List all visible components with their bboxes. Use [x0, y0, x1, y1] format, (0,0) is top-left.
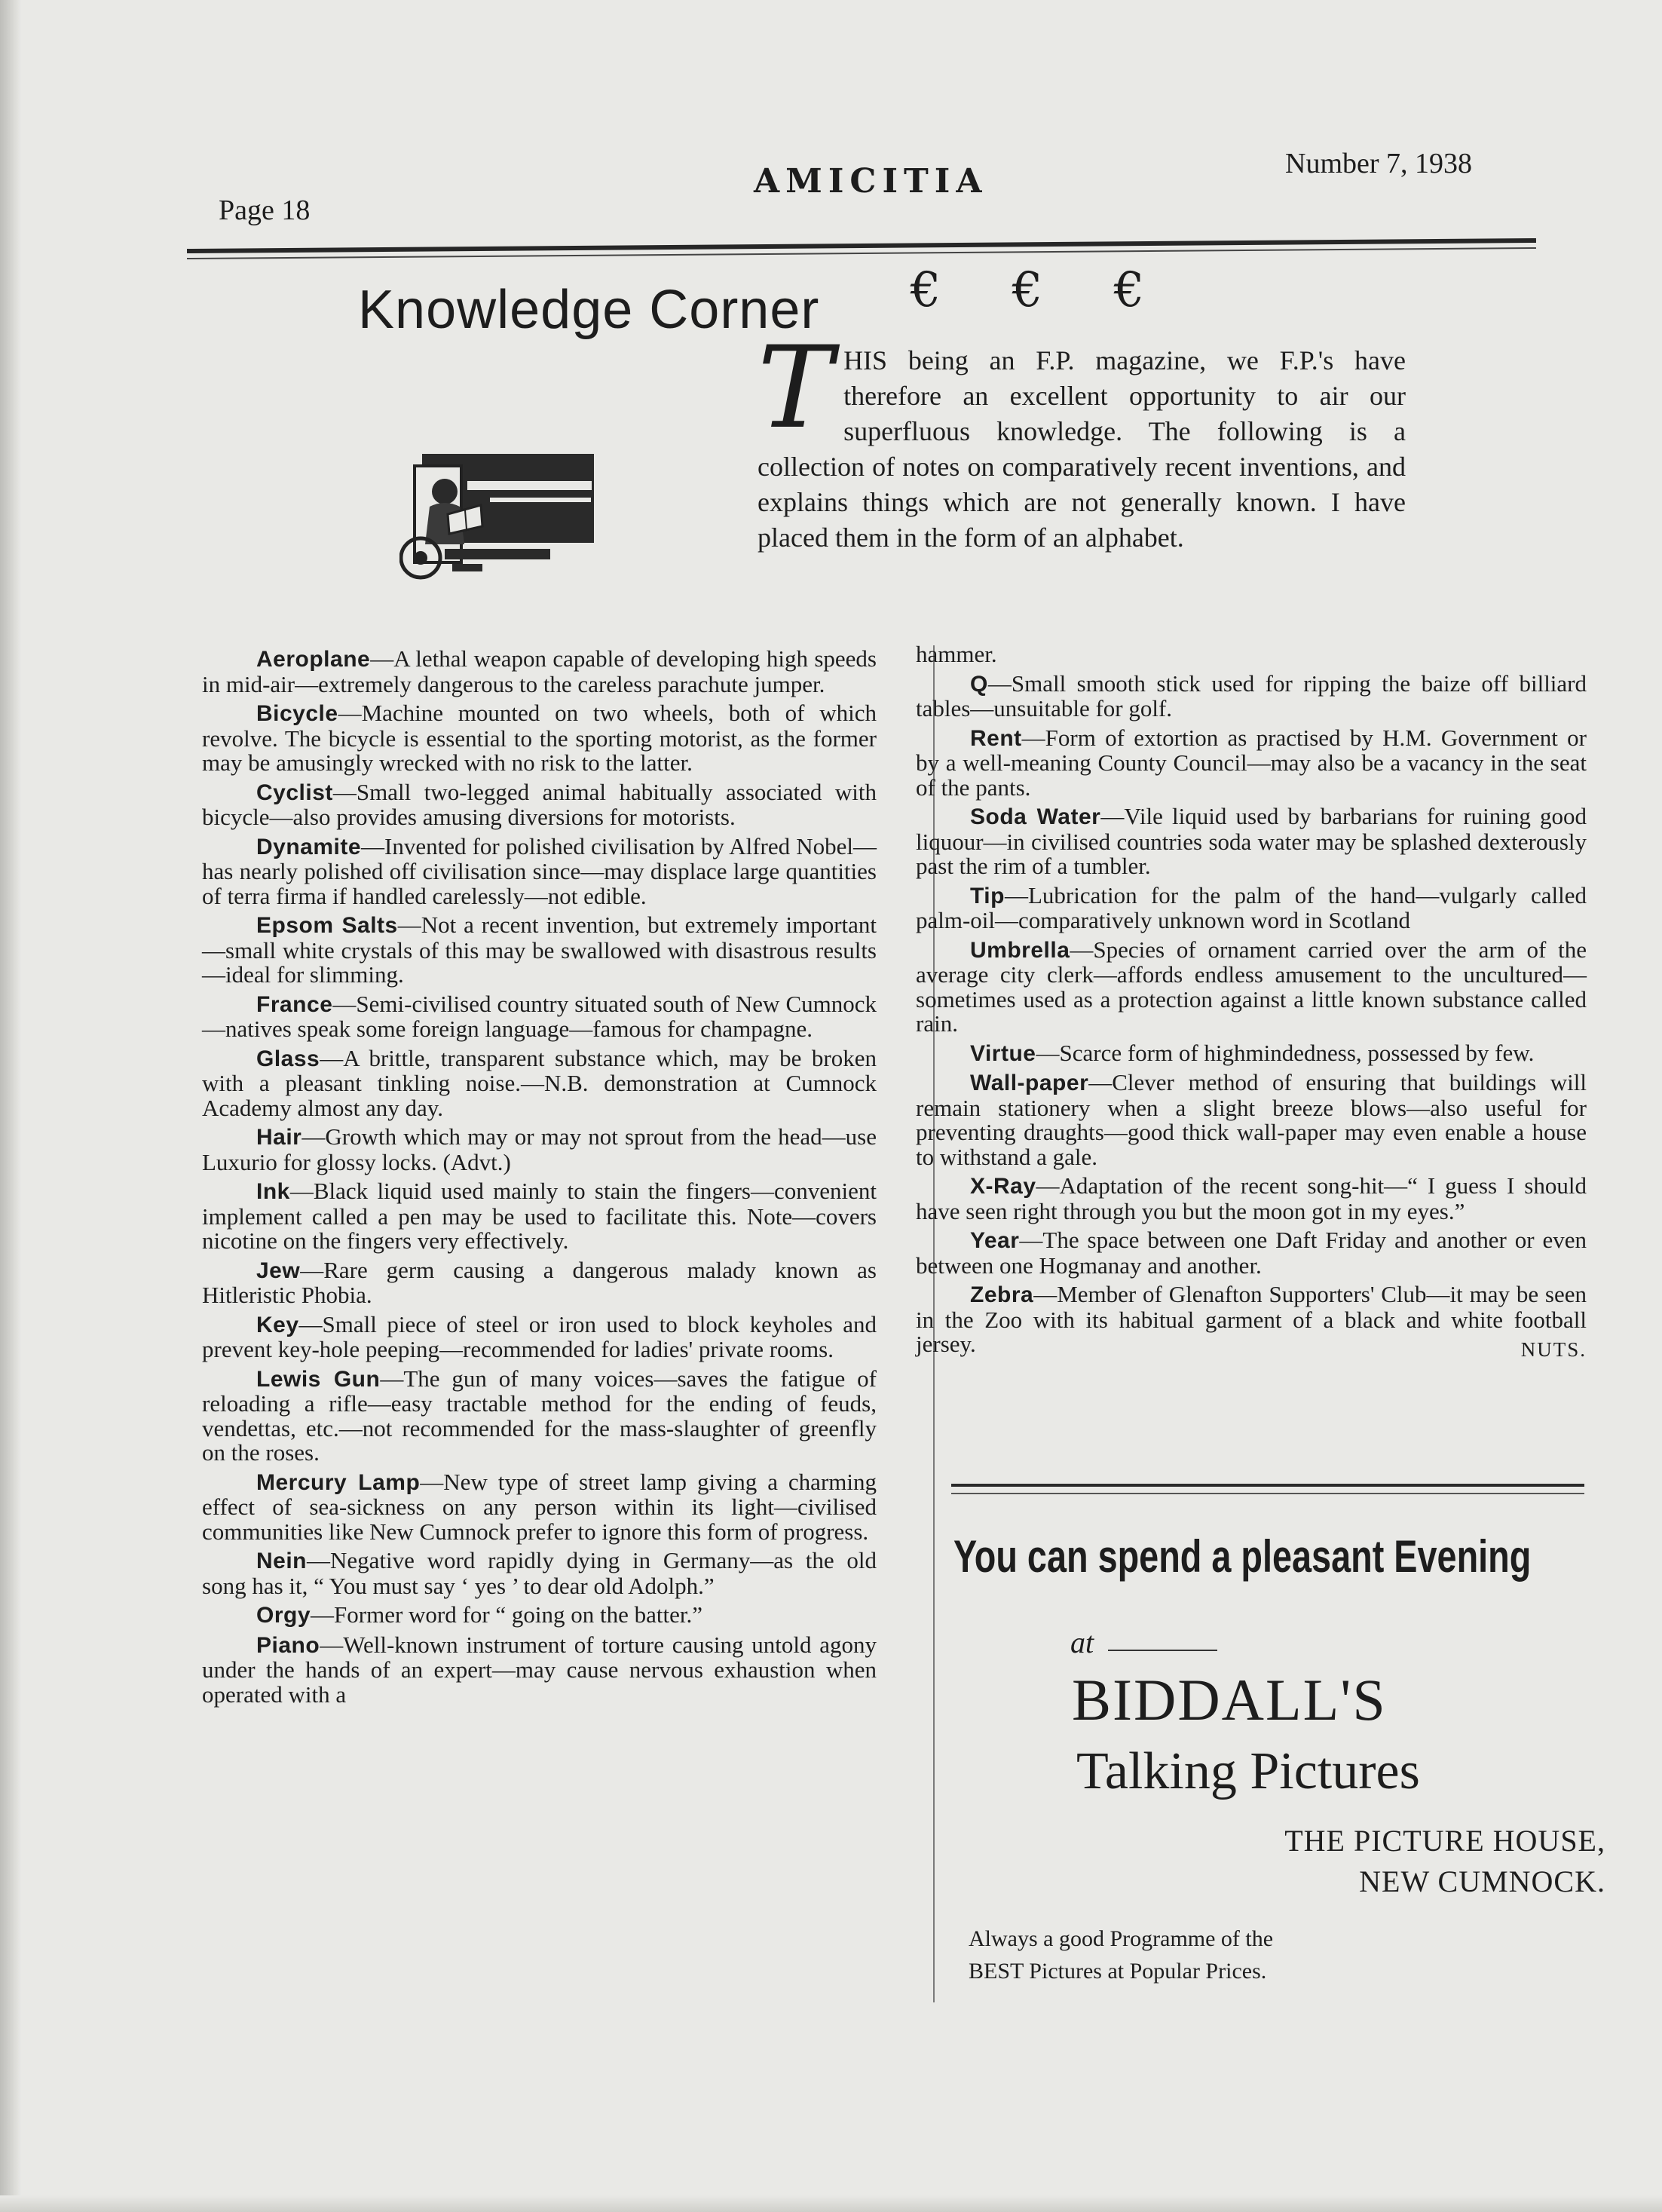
issue-number: Number 7, 1938	[1285, 148, 1473, 179]
glossary-definition: —A brittle, transparent substance which, may be broken with a pleasant tinkling noise.—N.B. demonstration at Cumnock Academy almost any day.	[202, 1044, 877, 1121]
glossary-entry	[202, 992, 877, 1042]
glossary-entry	[916, 804, 1587, 879]
glossary-entry	[916, 1174, 1587, 1224]
ornament-icon: €	[910, 262, 941, 318]
advert-footer-line2: BEST Pictures at Popular Prices.	[969, 1959, 1267, 1984]
glossary-term: Soda Water	[970, 804, 1101, 829]
glossary-definition: —Invented for polished civilisation by Alfred Nobel—has nearly polished off civilisation since—may displace large quantities of terra firma if handled carelessly—not edible.	[202, 832, 877, 909]
page-header	[188, 147, 1538, 230]
glossary-entry	[202, 1549, 877, 1598]
glossary-term: Glass	[256, 1046, 320, 1071]
glossary-entry	[202, 1046, 877, 1121]
glossary-entry	[202, 913, 877, 988]
glossary-entry	[916, 938, 1587, 1037]
glossary-term: Mercury Lamp	[256, 1469, 421, 1495]
author-signoff: NUTS.	[1520, 1337, 1587, 1361]
glossary-definition: —New type of street lamp giving a charming effect of sea-sickness on any person within its light—civilised communities like New Cumnock prefer to ignore this form of progress.	[202, 1468, 877, 1545]
intro-text: HIS being an F.P. magazine, we F.P.'s have therefore an excellent opportunity to air our superfluous knowledge. The following is a collection of notes on comparatively recent inventions, and explains things which are not generally known. I have placed them in the form of an alphabet.	[758, 345, 1406, 553]
glossary-entry	[916, 881, 1587, 933]
glossary-definition: —Vile liquid used by barbarians for ruining good liquour—in civilised countries soda water may be splashed dexterously past the rim of a tumbler.	[916, 803, 1587, 879]
advert-rule-thin	[951, 1493, 1584, 1494]
continued-text: hammer.	[916, 641, 997, 667]
glossary-term: Bicycle	[256, 701, 338, 726]
right-column	[916, 642, 1587, 1382]
glossary-term: Jew	[256, 1258, 301, 1283]
glossary-definition: —Species of ornament carried over the arm of the average city clerk—affords endless amusement to the uncultured—sometimes used as a protection against a little known substance called rain.	[916, 936, 1587, 1037]
glossary-entry	[916, 1041, 1587, 1067]
glossary-entry	[202, 1470, 877, 1545]
advert-tagline: Talking Pictures	[1076, 1742, 1420, 1800]
glossary-definition: —Small piece of steel or iron used to block keyholes and prevent key-hole peeping—recommended for ladies' private rooms.	[202, 1310, 877, 1362]
glossary-entry	[916, 669, 1587, 722]
glossary-definition: —Former word for “ going on the batter.”	[311, 1601, 703, 1628]
glossary-term: Dynamite	[256, 834, 362, 859]
glossary-definition: —The space between one Daft Friday and another or even between one Hogmanay and another.	[916, 1227, 1587, 1279]
section-title: Knowledge Corner	[358, 280, 820, 340]
glossary-term: Virtue	[970, 1040, 1036, 1066]
advert-headline: You can spend a pleasant Evening	[953, 1531, 1532, 1582]
glossary-term: Ink	[256, 1179, 290, 1204]
glossary-definition: —Scarce form of highmindedness, possessed by few.	[1036, 1039, 1535, 1066]
glossary-term: X-Ray	[970, 1174, 1036, 1199]
glossary-definition: —Machine mounted on two wheels, both of which revolve. The bicycle is essential to the sporting motorist, as the former may be amusingly wrecked with no risk to the latter.	[202, 700, 877, 776]
glossary-entry	[202, 1310, 877, 1362]
advert-venue-line2: NEW CUMNOCK.	[1359, 1864, 1605, 1898]
glossary-definition: —Not a recent invention, but extremely important—small white crystals of this may be swallowed with disastrous results—ideal for slimming.	[202, 911, 877, 988]
advert-at: at	[1070, 1625, 1094, 1659]
glossary-entry	[916, 1228, 1587, 1278]
glossary-definition: —Well-known instrument of torture causing untold agony under the hands of an expert—may cause nervous exhaustion when operated with a	[202, 1631, 877, 1708]
glossary-definition: —Black liquid used mainly to stain the fingers—convenient implement called a pen may be used to facilitate this. Note—covers nicotine on the fingers very effectively.	[202, 1178, 877, 1254]
glossary-entry	[202, 780, 877, 830]
glossary-term: Piano	[256, 1632, 320, 1658]
glossary-term: France	[256, 991, 333, 1017]
glossary-term: Tip	[970, 883, 1005, 908]
ornament-icon: €	[1012, 262, 1043, 318]
glossary-term: Hair	[256, 1125, 302, 1150]
glossary-entry	[202, 1603, 877, 1628]
glossary-definition: —Growth which may or may not sprout from the head—use Luxurio for glossy locks. (Advt.)	[202, 1123, 877, 1175]
article-intro	[758, 323, 1406, 556]
page-number: Page 18	[219, 195, 311, 226]
glossary-entry	[916, 726, 1587, 801]
glossary-term: Aeroplane	[256, 647, 371, 672]
ornament-icon: €	[1113, 262, 1145, 318]
glossary-entry	[202, 832, 877, 909]
glossary-definition: —Negative word rapidly dying in Germany—as the old song has it, “ You must say ‘ yes ’ to dear old Adolph.”	[202, 1547, 877, 1599]
advert-footer-line1: Always a good Programme of the	[969, 1926, 1274, 1951]
glossary-definition: —Semi-civilised country situated south of New Cumnock—natives speak some foreign language—famous for champagne.	[202, 990, 877, 1042]
masthead-title: AMICITIA	[754, 162, 988, 201]
advert-cinema-name: BIDDALL'S	[1072, 1667, 1387, 1733]
glossary-definition: —Small smooth stick used for ripping the baize off billiard tables—unsuitable for golf.	[916, 669, 1587, 722]
page-binding-shadow	[0, 0, 21, 2212]
glossary-entry	[916, 1071, 1587, 1169]
glossary-entry	[202, 1367, 877, 1466]
drop-cap: T	[758, 323, 834, 454]
header-rule	[187, 238, 1536, 253]
glossary-term: Rent	[970, 725, 1022, 751]
reader-illustration-icon	[399, 452, 595, 584]
advert-venue	[1206, 1821, 1605, 1902]
glossary-term: Orgy	[256, 1603, 311, 1628]
glossary-term: Lewis Gun	[256, 1366, 381, 1392]
glossary-term: Epsom Salts	[256, 913, 398, 938]
glossary-definition: —Clever method of ensuring that buildings will remain stationery when a slight breeze blows—also useful for preventing draughts—good thick wall-paper may even enable a house to withstand a gale.	[916, 1069, 1587, 1170]
glossary-entry	[202, 1633, 877, 1708]
glossary-entry	[202, 1179, 877, 1254]
advert-venue-line1: THE PICTURE HOUSE,	[1284, 1824, 1605, 1858]
glossary-entry	[202, 647, 877, 697]
glossary-term: Q	[970, 671, 988, 697]
glossary-term: Year	[970, 1228, 1020, 1253]
glossary-term: Nein	[256, 1549, 308, 1573]
glossary-definition: —A lethal weapon capable of developing high speeds in mid-air—extremely dangerous to the careless parachute jumper.	[202, 645, 877, 697]
left-column	[202, 647, 877, 1711]
glossary-definition: —Small two-legged animal habitually associated with bicycle—also provides amusing diversions for motorists.	[202, 778, 877, 830]
glossary-entry	[202, 1258, 877, 1308]
glossary-term: Cyclist	[256, 780, 333, 805]
advert-rule	[951, 1484, 1584, 1487]
advert-footer	[969, 1922, 1436, 1987]
glossary-term: Key	[256, 1312, 299, 1337]
glossary-entry	[202, 701, 877, 776]
glossary-term: Zebra	[970, 1282, 1034, 1307]
glossary-definition: —Lubrication for the palm of the hand—vulgarly called palm-oil—comparatively unknown word in Scotland	[916, 881, 1587, 933]
glossary-entry	[202, 1125, 877, 1175]
advert-at-rule	[1108, 1650, 1217, 1651]
glossary-definition: —Member of Glenafton Supporters' Club—it may be seen in the Zoo with its habitual garment of a black and white football jersey.	[916, 1281, 1587, 1357]
glossary-definition: —Rare germ causing a dangerous malady known as Hitleristic Phobia.	[202, 1256, 877, 1308]
glossary-term: Umbrella	[970, 937, 1070, 963]
glossary-term: Wall-paper	[970, 1071, 1089, 1095]
glossary-definition: —Form of extortion as practised by H.M. Government or by a well-meaning County Council—may also be a vacancy in the seat of the pants.	[916, 724, 1587, 801]
page-bottom-edge	[0, 2195, 1662, 2212]
glossary-definition: —Adaptation of the recent song-hit—“ I guess I should have seen right through you but the moon got in my eyes.”	[916, 1172, 1587, 1224]
glossary-definition: —The gun of many voices—saves the fatigue of reloading a rifle—easy tractable method for the ending of feuds, vendettas, etc.—not recommended for the mass-slaughter of greenfly on the roses.	[202, 1365, 877, 1466]
